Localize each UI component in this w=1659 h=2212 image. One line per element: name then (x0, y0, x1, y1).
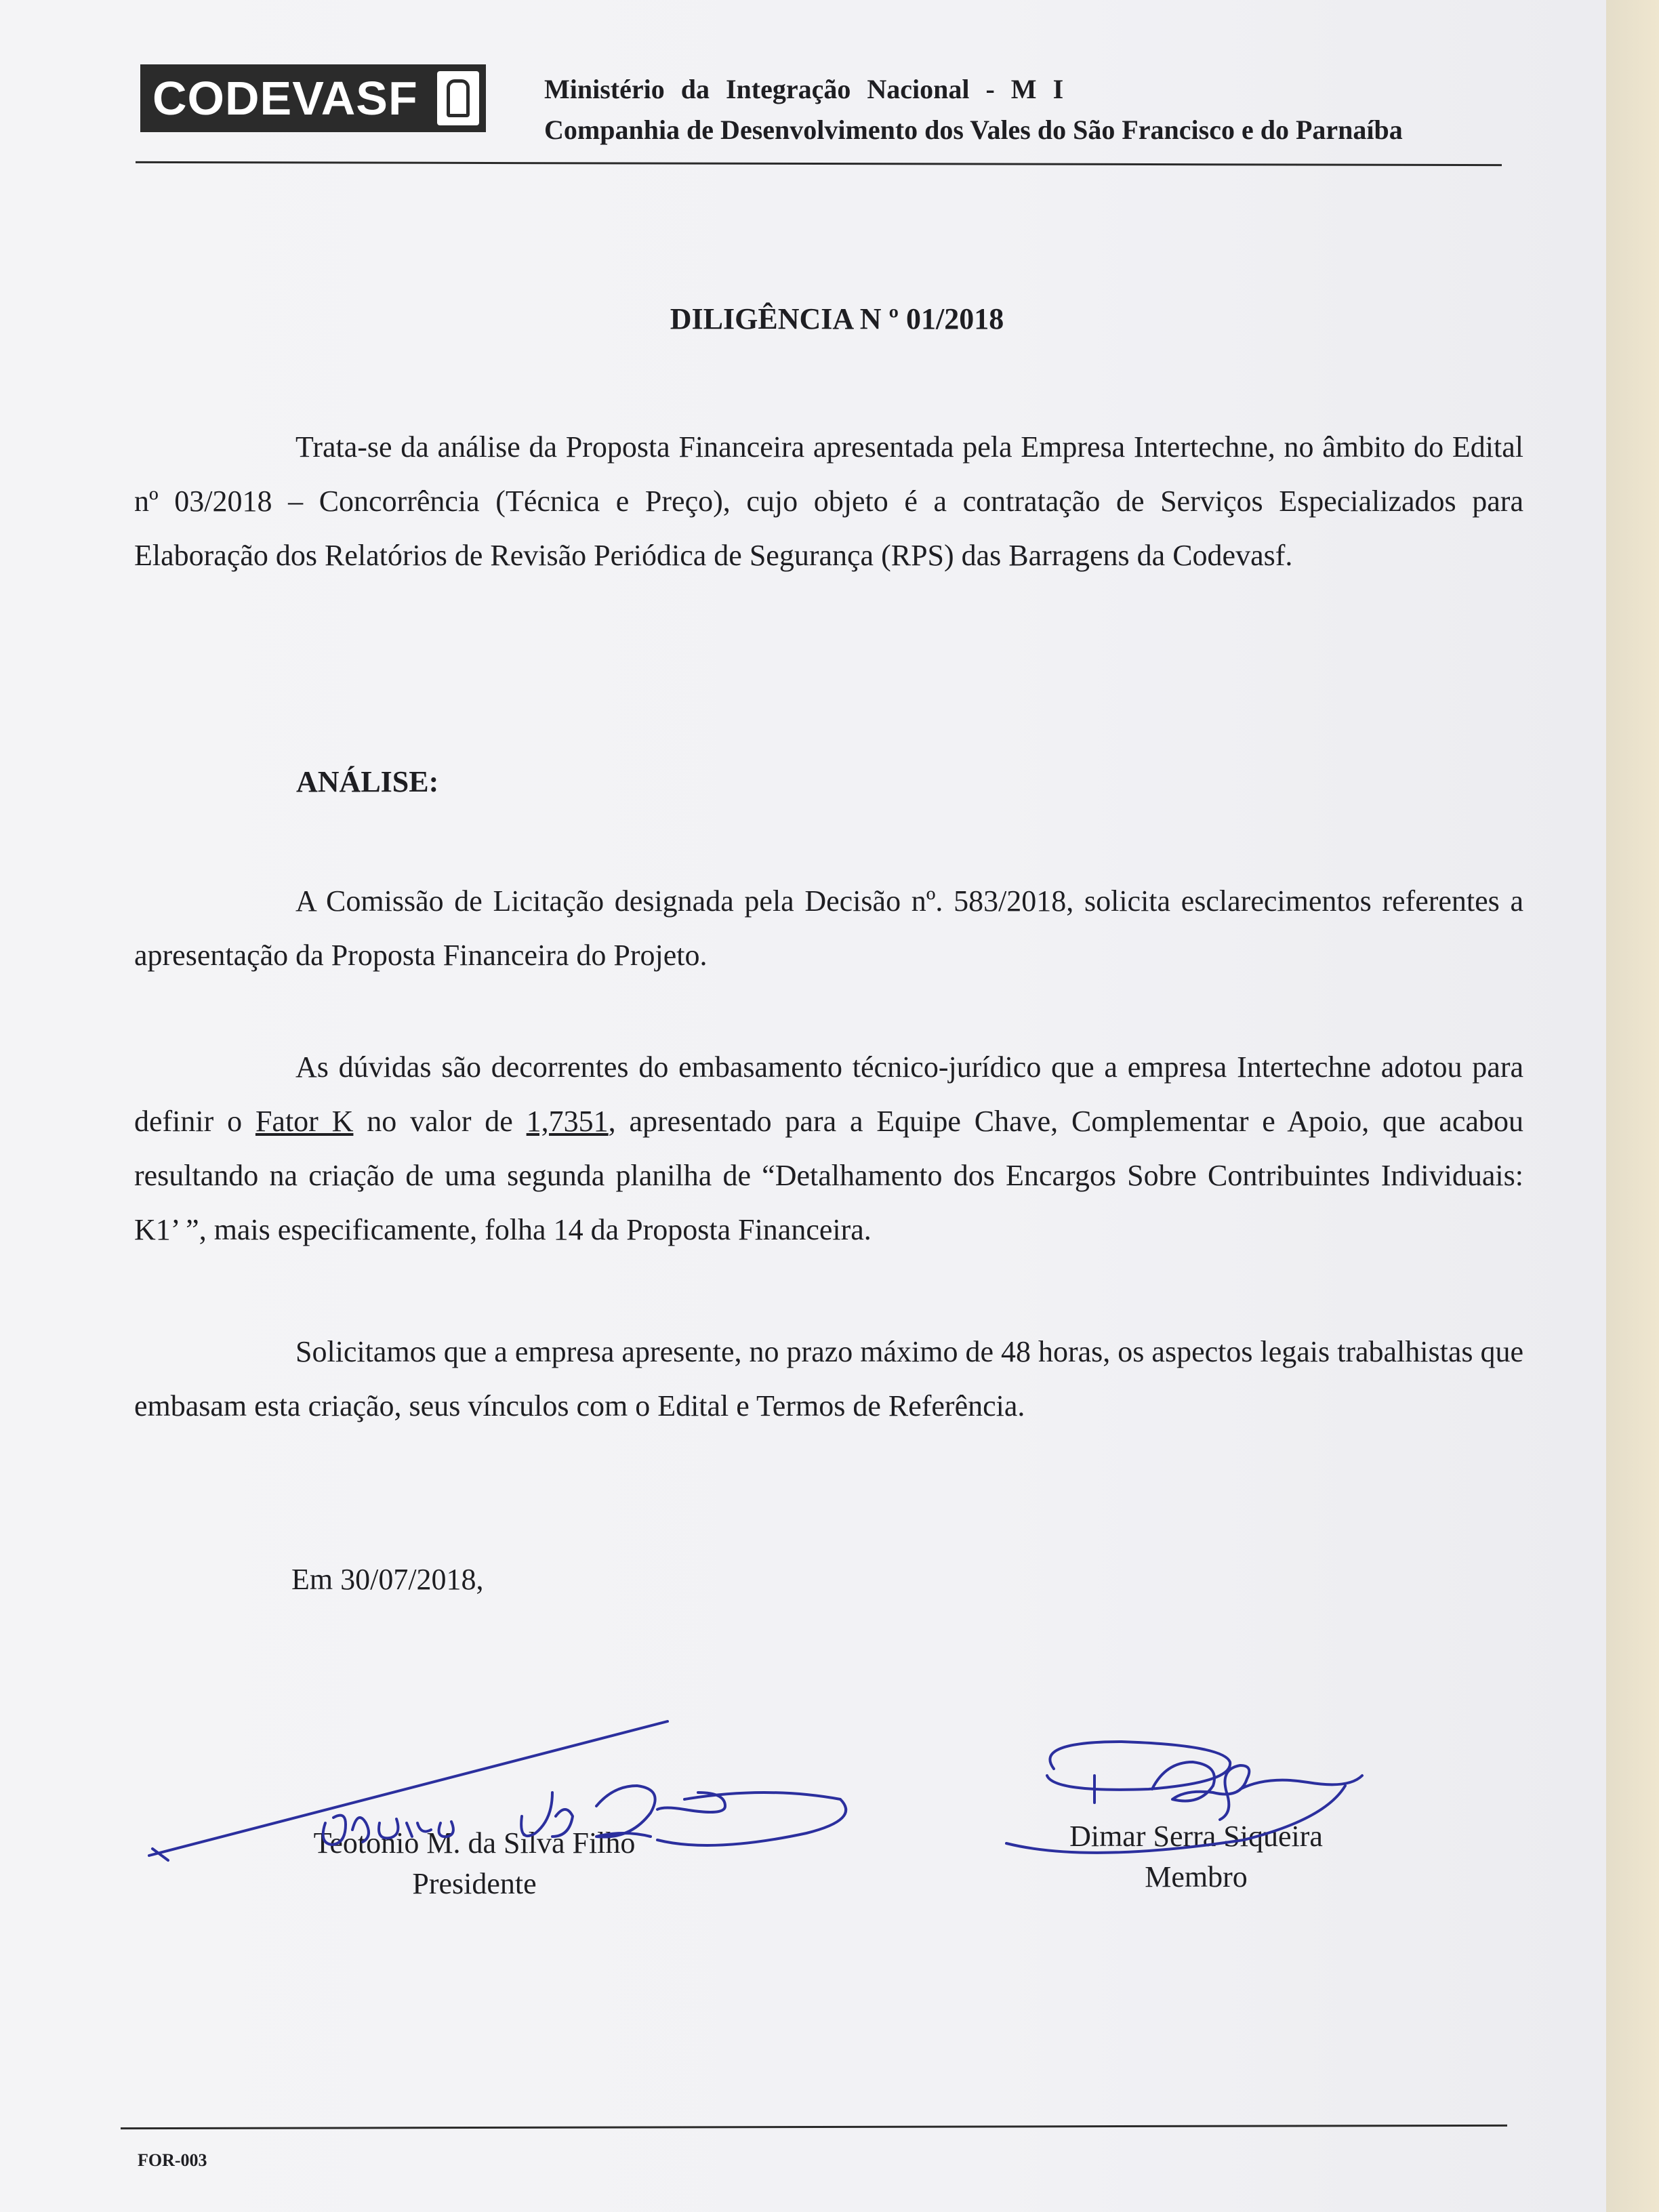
signatory-role: Membro (1145, 1860, 1248, 1893)
analysis-paragraph-1: A Comissão de Licitação designada pela Decisão nº. 583/2018, solicita esclarecimentos referentes a apresentação da Proposta Financeira do Projeto. (134, 884, 1523, 972)
signatory-role: Presidente (412, 1867, 537, 1900)
intro-paragraph: Trata-se da análise da Proposta Financeira apresentada pela Empresa Intertechne, no âmbito do Edital nº 03/2018 – Concorrência (Técnica e Preço), cujo objeto é a contratação de Serviços Especializados para Elaboração dos Relatórios de Revisão Periódica de Segurança (RPS) das Barragens da Codevasf. (134, 430, 1523, 572)
form-code: FOR-003 (138, 2150, 207, 2170)
emblem-icon (437, 71, 479, 125)
document-title: DILIGÊNCIA N º 01/2018 (670, 302, 1004, 335)
logo-text: CODEVASF (152, 72, 418, 125)
codevasf-logo (140, 64, 486, 132)
analysis-paragraph-3: Solicitamos que a empresa apresente, no prazo máximo de 48 horas, os aspectos legais trabalhistas que embasam esta criação, seus vínculos com o Edital e Termos de Referência. (134, 1335, 1524, 1422)
p2-text-2: no valor de (353, 1105, 527, 1138)
fator-k-value: 1,7351 (526, 1105, 609, 1138)
company-name: Companhia de Desenvolvimento dos Vales do São Francisco e do Parnaíba (544, 115, 1403, 145)
ministry-name: Ministério da Integração Nacional - M I (544, 74, 1064, 104)
date-line: Em 30/07/2018, (291, 1563, 484, 1596)
signatory-name: Dimar Serra Siqueira (1069, 1820, 1323, 1853)
p2-text-1: As dúvidas são decorrentes do embasamento técnico-jurídico que a empresa Intertechne adotou para definir o (134, 1050, 1523, 1138)
analysis-paragraph-2 (134, 1040, 1523, 1257)
signatory-name: Teotonio M. da Silva Filho (313, 1826, 636, 1860)
p2-text-3: , apresentado para a Equipe Chave, Complementar e Apoio, que acabou resultando na criação de uma segunda planilha de “Detalhamento dos Encargos Sobre Contribuintes Individuais: K1’ ”, mais especificamente, folha 14 da Proposta Financeira. (134, 1105, 1523, 1246)
fator-k: Fator K (255, 1105, 354, 1138)
signatory-president (291, 1823, 657, 1904)
signatory-member (1037, 1816, 1355, 1898)
analysis-heading: ANÁLISE: (296, 765, 439, 798)
